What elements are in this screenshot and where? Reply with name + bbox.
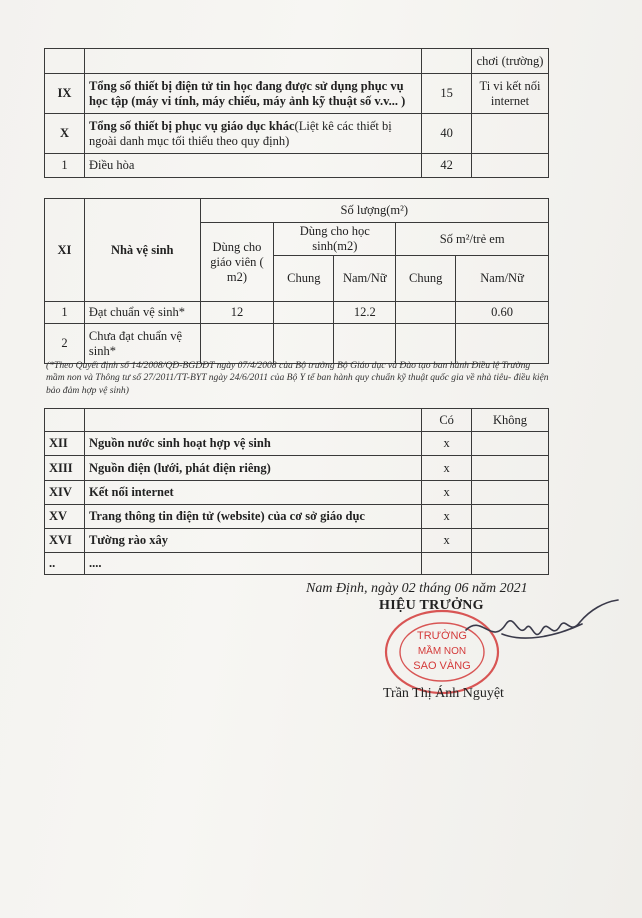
no-mark: [472, 505, 549, 529]
row-number: 2: [45, 324, 85, 364]
table-row: [45, 529, 549, 553]
row-quantity: 40: [422, 114, 472, 154]
row-description: Trang thông tin điện tử (website) của cơ sở giáo dục: [84, 505, 421, 529]
sub-common: Chung: [396, 256, 456, 302]
row-code: XVI: [45, 529, 85, 553]
per-child-gender-value: 0.60: [456, 302, 549, 324]
col-student: Dùng cho học sinh(m2): [274, 223, 396, 256]
row-quantity: 15: [422, 74, 472, 114]
no-mark: [472, 529, 549, 553]
yes-mark: x: [422, 481, 472, 505]
row-description-bold: Tổng số thiết bị phục vụ giáo dục khác: [88, 118, 295, 133]
row-code: 1: [45, 154, 85, 178]
section-title: Nhà vệ sinh: [84, 199, 200, 302]
row-description: [84, 114, 421, 154]
table-row: [45, 49, 549, 74]
per-child-common-value: [396, 302, 456, 324]
student-common-value: [274, 302, 334, 324]
row-note: Ti vi kết nối internet: [472, 74, 549, 114]
row-description: Nguồn điện (lưới, phát điện riêng): [84, 456, 421, 481]
row-code: ..: [45, 553, 85, 575]
row-code: XIII: [45, 456, 85, 481]
row-description: Tổng số thiết bị điện tử tin học đang được sử dụng phục vụ học tập (máy vi tính, máy chiếu, máy ảnh kỹ thuật số v.v... ): [84, 74, 421, 114]
place-date: Nam Định, ngày 02 tháng 06 năm 2021: [306, 581, 528, 596]
student-gender-value: [334, 324, 396, 364]
table-header-row: [45, 199, 549, 223]
note-cell: chơi (trường): [472, 49, 549, 74]
yes-mark: x: [422, 529, 472, 553]
teacher-value: [200, 324, 274, 364]
table-row: [45, 553, 549, 575]
col-per-child: Số m²/trẻ em: [396, 223, 549, 256]
row-number: 1: [45, 302, 85, 324]
row-code: XII: [45, 432, 85, 456]
row-code: X: [45, 114, 85, 154]
row-name: Đạt chuẩn vệ sinh*: [84, 302, 200, 324]
no-mark: [472, 481, 549, 505]
student-common-value: [274, 324, 334, 364]
table-row: [45, 114, 549, 154]
row-description: ....: [84, 553, 421, 575]
signer-title: HIỆU TRƯỞNG: [379, 598, 484, 613]
table-row: [45, 432, 549, 456]
table-row: [45, 302, 549, 324]
no-mark: [472, 553, 549, 575]
no-mark: [472, 432, 549, 456]
col-teacher: Dùng cho giáo viên ( m2): [200, 223, 274, 302]
toilet-table: [44, 198, 549, 364]
sub-gender: Nam/Nữ: [334, 256, 396, 302]
row-note: [472, 114, 549, 154]
yes-mark: x: [422, 456, 472, 481]
per-child-common-value: [396, 324, 456, 364]
table-row: [45, 74, 549, 114]
seal-line-2: MẦM NON: [417, 646, 467, 657]
col-yes: Có: [422, 409, 472, 432]
row-description: Tường rào xây: [84, 529, 421, 553]
row-description-rest: (Liệt kê các thiết bị ngoài danh mục tối thiểu theo quy định): [88, 118, 392, 148]
seal-line-3: SAO VÀNG: [413, 660, 471, 672]
table-row: [45, 456, 549, 481]
signer-name: Trần Thị Ánh Nguyệt: [383, 686, 504, 701]
row-quantity: 42: [422, 154, 472, 178]
sub-common: Chung: [274, 256, 334, 302]
row-code: XIV: [45, 481, 85, 505]
section-code: XI: [45, 199, 85, 302]
table-row: [45, 324, 549, 364]
per-child-gender-value: [456, 324, 549, 364]
seal-line-1: TRƯỜNG: [417, 630, 467, 642]
footnote: (*Theo Quyết định số 14/2008/QĐ-BGDĐT ngày 07/4/2008 của Bộ trưởng Bộ Giáo dục và Đào tạo ban hành Điều lệ Trường mầm non và Thông tư số 27/2011/TT-BYT ngày 24/6/2011 của Bộ Y tế ban hành quy chuẩn kỹ thuật quốc gia về nhà tiêu- điều kiện bảo đảm hợp vệ sinh): [46, 360, 549, 396]
sub-gender: Nam/Nữ: [456, 256, 549, 302]
handwritten-signature-icon: [462, 594, 622, 664]
yes-mark: [422, 553, 472, 575]
table-header-row: [45, 409, 549, 432]
table-row: [45, 481, 549, 505]
facilities-table: [44, 408, 549, 575]
row-note: [472, 154, 549, 178]
row-name: Chưa đạt chuẩn vệ sinh*: [84, 324, 200, 364]
col-no: Không: [472, 409, 549, 432]
equipment-table: [44, 48, 549, 178]
student-gender-value: 12.2: [334, 302, 396, 324]
row-code: IX: [45, 74, 85, 114]
row-description: Nguồn nước sinh hoạt hợp vệ sinh: [84, 432, 421, 456]
row-description: Kết nối internet: [84, 481, 421, 505]
table-row: [45, 505, 549, 529]
table-row: [45, 154, 549, 178]
teacher-value: 12: [200, 302, 274, 324]
group-header: Số lượng(m²): [200, 199, 548, 223]
row-description: Điều hòa: [84, 154, 421, 178]
no-mark: [472, 456, 549, 481]
yes-mark: x: [422, 505, 472, 529]
row-code: XV: [45, 505, 85, 529]
yes-mark: x: [422, 432, 472, 456]
